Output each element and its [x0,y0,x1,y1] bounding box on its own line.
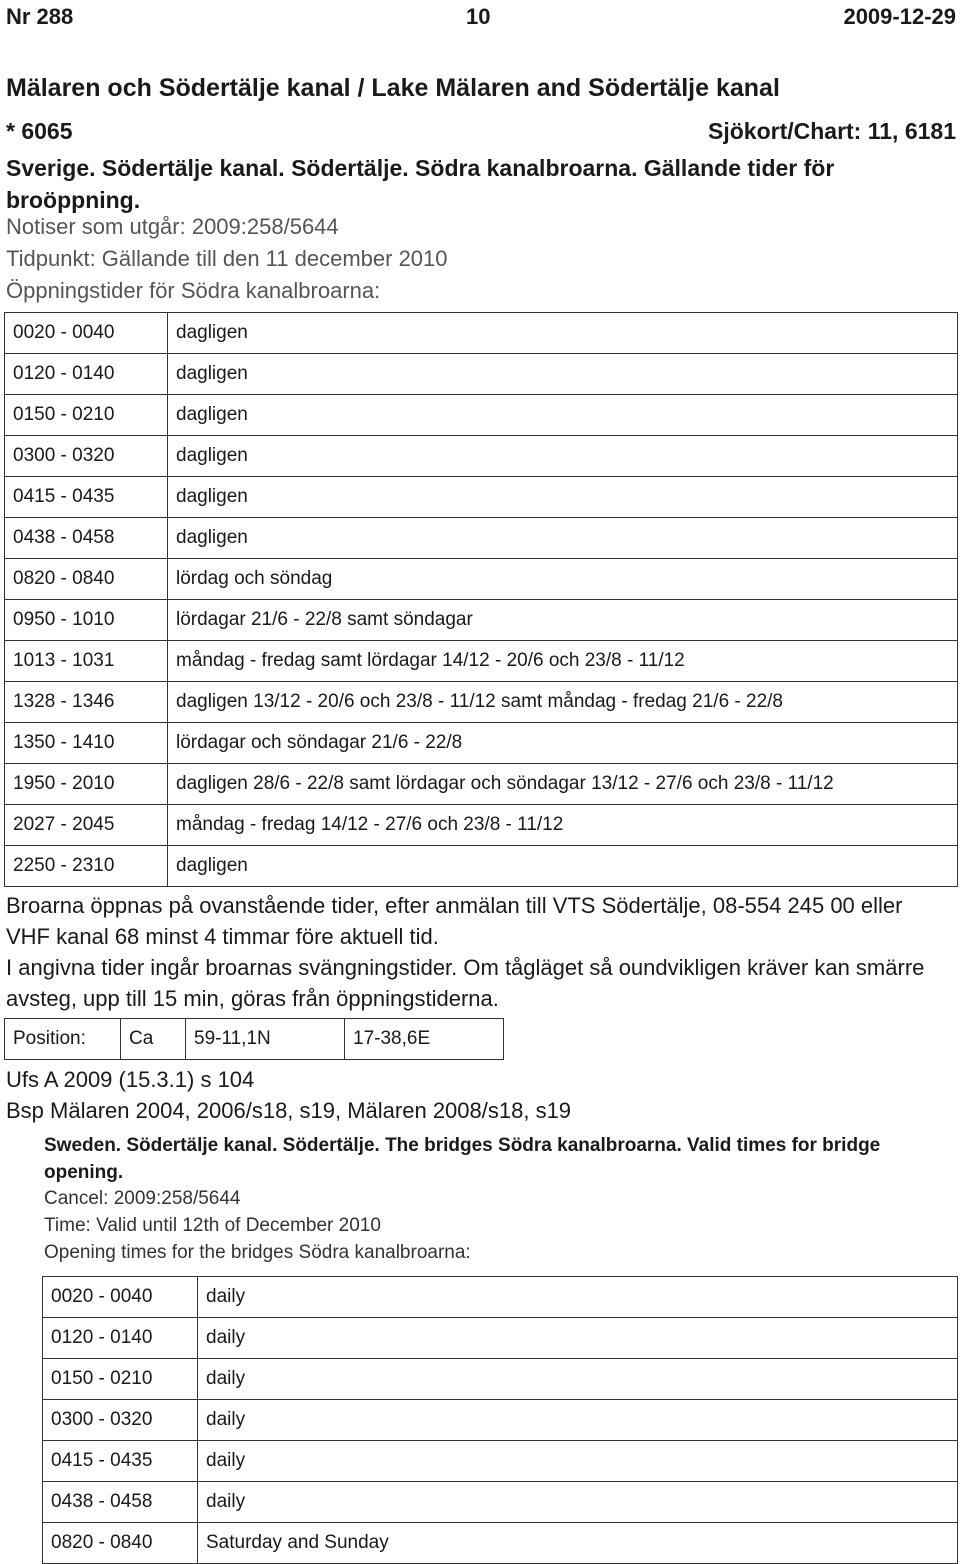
opening-time: 0415 - 0435 [43,1441,198,1482]
opening-time: 2027 - 2045 [5,805,168,846]
opening-days: dagligen [168,518,958,559]
table-row [5,600,958,641]
table-row [5,641,958,682]
sv-time: Tidpunkt: Gällande till den 11 december 2010 [6,246,448,271]
opening-time: 0150 - 0210 [5,395,168,436]
opening-days: lördagar och söndagar 21/6 - 22/8 [168,723,958,764]
opening-days: daily [198,1441,958,1482]
table-row [43,1277,958,1318]
opening-days: daily [198,1359,958,1400]
en-intro: Opening times for the bridges Södra kanalbroarna: [44,1242,471,1263]
opening-time: 0438 - 0458 [5,518,168,559]
table-row [5,723,958,764]
opening-days: dagligen 28/6 - 22/8 samt lördagar och söndagar 13/12 - 27/6 och 23/8 - 11/12 [168,764,958,805]
opening-time: 0820 - 0840 [5,559,168,600]
opening-days: måndag - fredag samt lördagar 14/12 - 20/6 och 23/8 - 11/12 [168,641,958,682]
opening-days: daily [198,1318,958,1359]
opening-time: 0300 - 0320 [43,1400,198,1441]
ufs-reference: Ufs A 2009 (15.3.1) s 104 [6,1067,255,1092]
opening-time: 1950 - 2010 [5,764,168,805]
opening-days: dagligen [168,846,958,887]
en-cancel: Cancel: 2009:258/5644 [44,1188,241,1209]
table-row [5,805,958,846]
table-row [43,1482,958,1523]
table-row [43,1359,958,1400]
table-row [5,518,958,559]
sv-notes [6,890,946,1014]
table-row [5,436,958,477]
opening-time: 2250 - 2310 [5,846,168,887]
position-lat: 59-11,1N [186,1019,345,1060]
position-lon: 17-38,6E [345,1019,504,1060]
opening-time: 1013 - 1031 [5,641,168,682]
notice-number: * 6065 [6,118,73,144]
opening-time: 1328 - 1346 [5,682,168,723]
sv-note-swing: I angivna tider ingår broarnas svängningstider. Om tågläget så oundvikligen kräver kan smärre avsteg, upp till 15 min, göras från öppningstiderna. [6,955,925,1011]
opening-days: dagligen [168,354,958,395]
table-row [5,559,958,600]
chart-reference: Sjökort/Chart: 11, 6181 [708,118,956,144]
bsp-reference: Bsp Mälaren 2004, 2006/s18, s19, Mälaren 2008/s18, s19 [6,1098,572,1123]
table-row [5,354,958,395]
position-table [4,1018,504,1060]
table-row [5,682,958,723]
opening-days: dagligen 13/12 - 20/6 och 23/8 - 11/12 samt måndag - fredag 21/6 - 22/8 [168,682,958,723]
en-opening-times-table [42,1276,958,1564]
opening-time: 0820 - 0840 [43,1523,198,1564]
en-heading: Sweden. Södertälje kanal. Södertälje. The bridges Södra kanalbroarna. Valid times for bridge opening. [44,1135,881,1183]
opening-time: 0020 - 0040 [5,313,168,354]
opening-time: 0150 - 0210 [43,1359,198,1400]
table-row [5,764,958,805]
opening-days: dagligen [168,395,958,436]
opening-time: 0950 - 1010 [5,600,168,641]
page-number: 10 [466,4,491,29]
sv-opening-times-table [4,312,958,887]
opening-days: lördagar 21/6 - 22/8 samt söndagar [168,600,958,641]
table-row [5,395,958,436]
sv-note-vts: Broarna öppnas på ovanstående tider, efter anmälan till VTS Södertälje, 08-554 245 00 eller VHF kanal 68 minst 4 timmar före aktuell tid. [6,893,903,949]
opening-days: dagligen [168,477,958,518]
table-row [5,313,958,354]
opening-days: daily [198,1277,958,1318]
opening-days: dagligen [168,313,958,354]
issue-date: 2009-12-29 [843,4,956,29]
sv-cancel: Notiser som utgår: 2009:258/5644 [6,214,339,239]
position-approx: Ca [121,1019,186,1060]
table-row [5,846,958,887]
position-label: Position: [5,1019,121,1060]
opening-days: måndag - fredag 14/12 - 27/6 och 23/8 - 11/12 [168,805,958,846]
opening-time: 0120 - 0140 [43,1318,198,1359]
references [6,1064,571,1126]
opening-days: daily [198,1482,958,1523]
table-row [43,1400,958,1441]
opening-time: 0438 - 0458 [43,1482,198,1523]
sv-intro: Öppningstider för Södra kanalbroarna: [6,278,381,303]
notice-row [6,118,956,145]
section-title: Mälaren och Södertälje kanal / Lake Mälaren and Södertälje kanal [6,74,780,102]
table-row [43,1441,958,1482]
opening-days: lördag och söndag [168,559,958,600]
opening-time: 0300 - 0320 [5,436,168,477]
opening-time: 0415 - 0435 [5,477,168,518]
opening-days: Saturday and Sunday [198,1523,958,1564]
en-time: Time: Valid until 12th of December 2010 [44,1215,381,1236]
opening-time: 1350 - 1410 [5,723,168,764]
table-row [43,1318,958,1359]
issue-number: Nr 288 [6,4,74,29]
opening-days: dagligen [168,436,958,477]
opening-time: 0020 - 0040 [43,1277,198,1318]
opening-days: daily [198,1400,958,1441]
table-row [5,477,958,518]
table-row [43,1523,958,1564]
sv-heading: Sverige. Södertälje kanal. Södertälje. Södra kanalbroarna. Gällande tider för broöppning. [6,155,835,213]
opening-time: 0120 - 0140 [5,354,168,395]
